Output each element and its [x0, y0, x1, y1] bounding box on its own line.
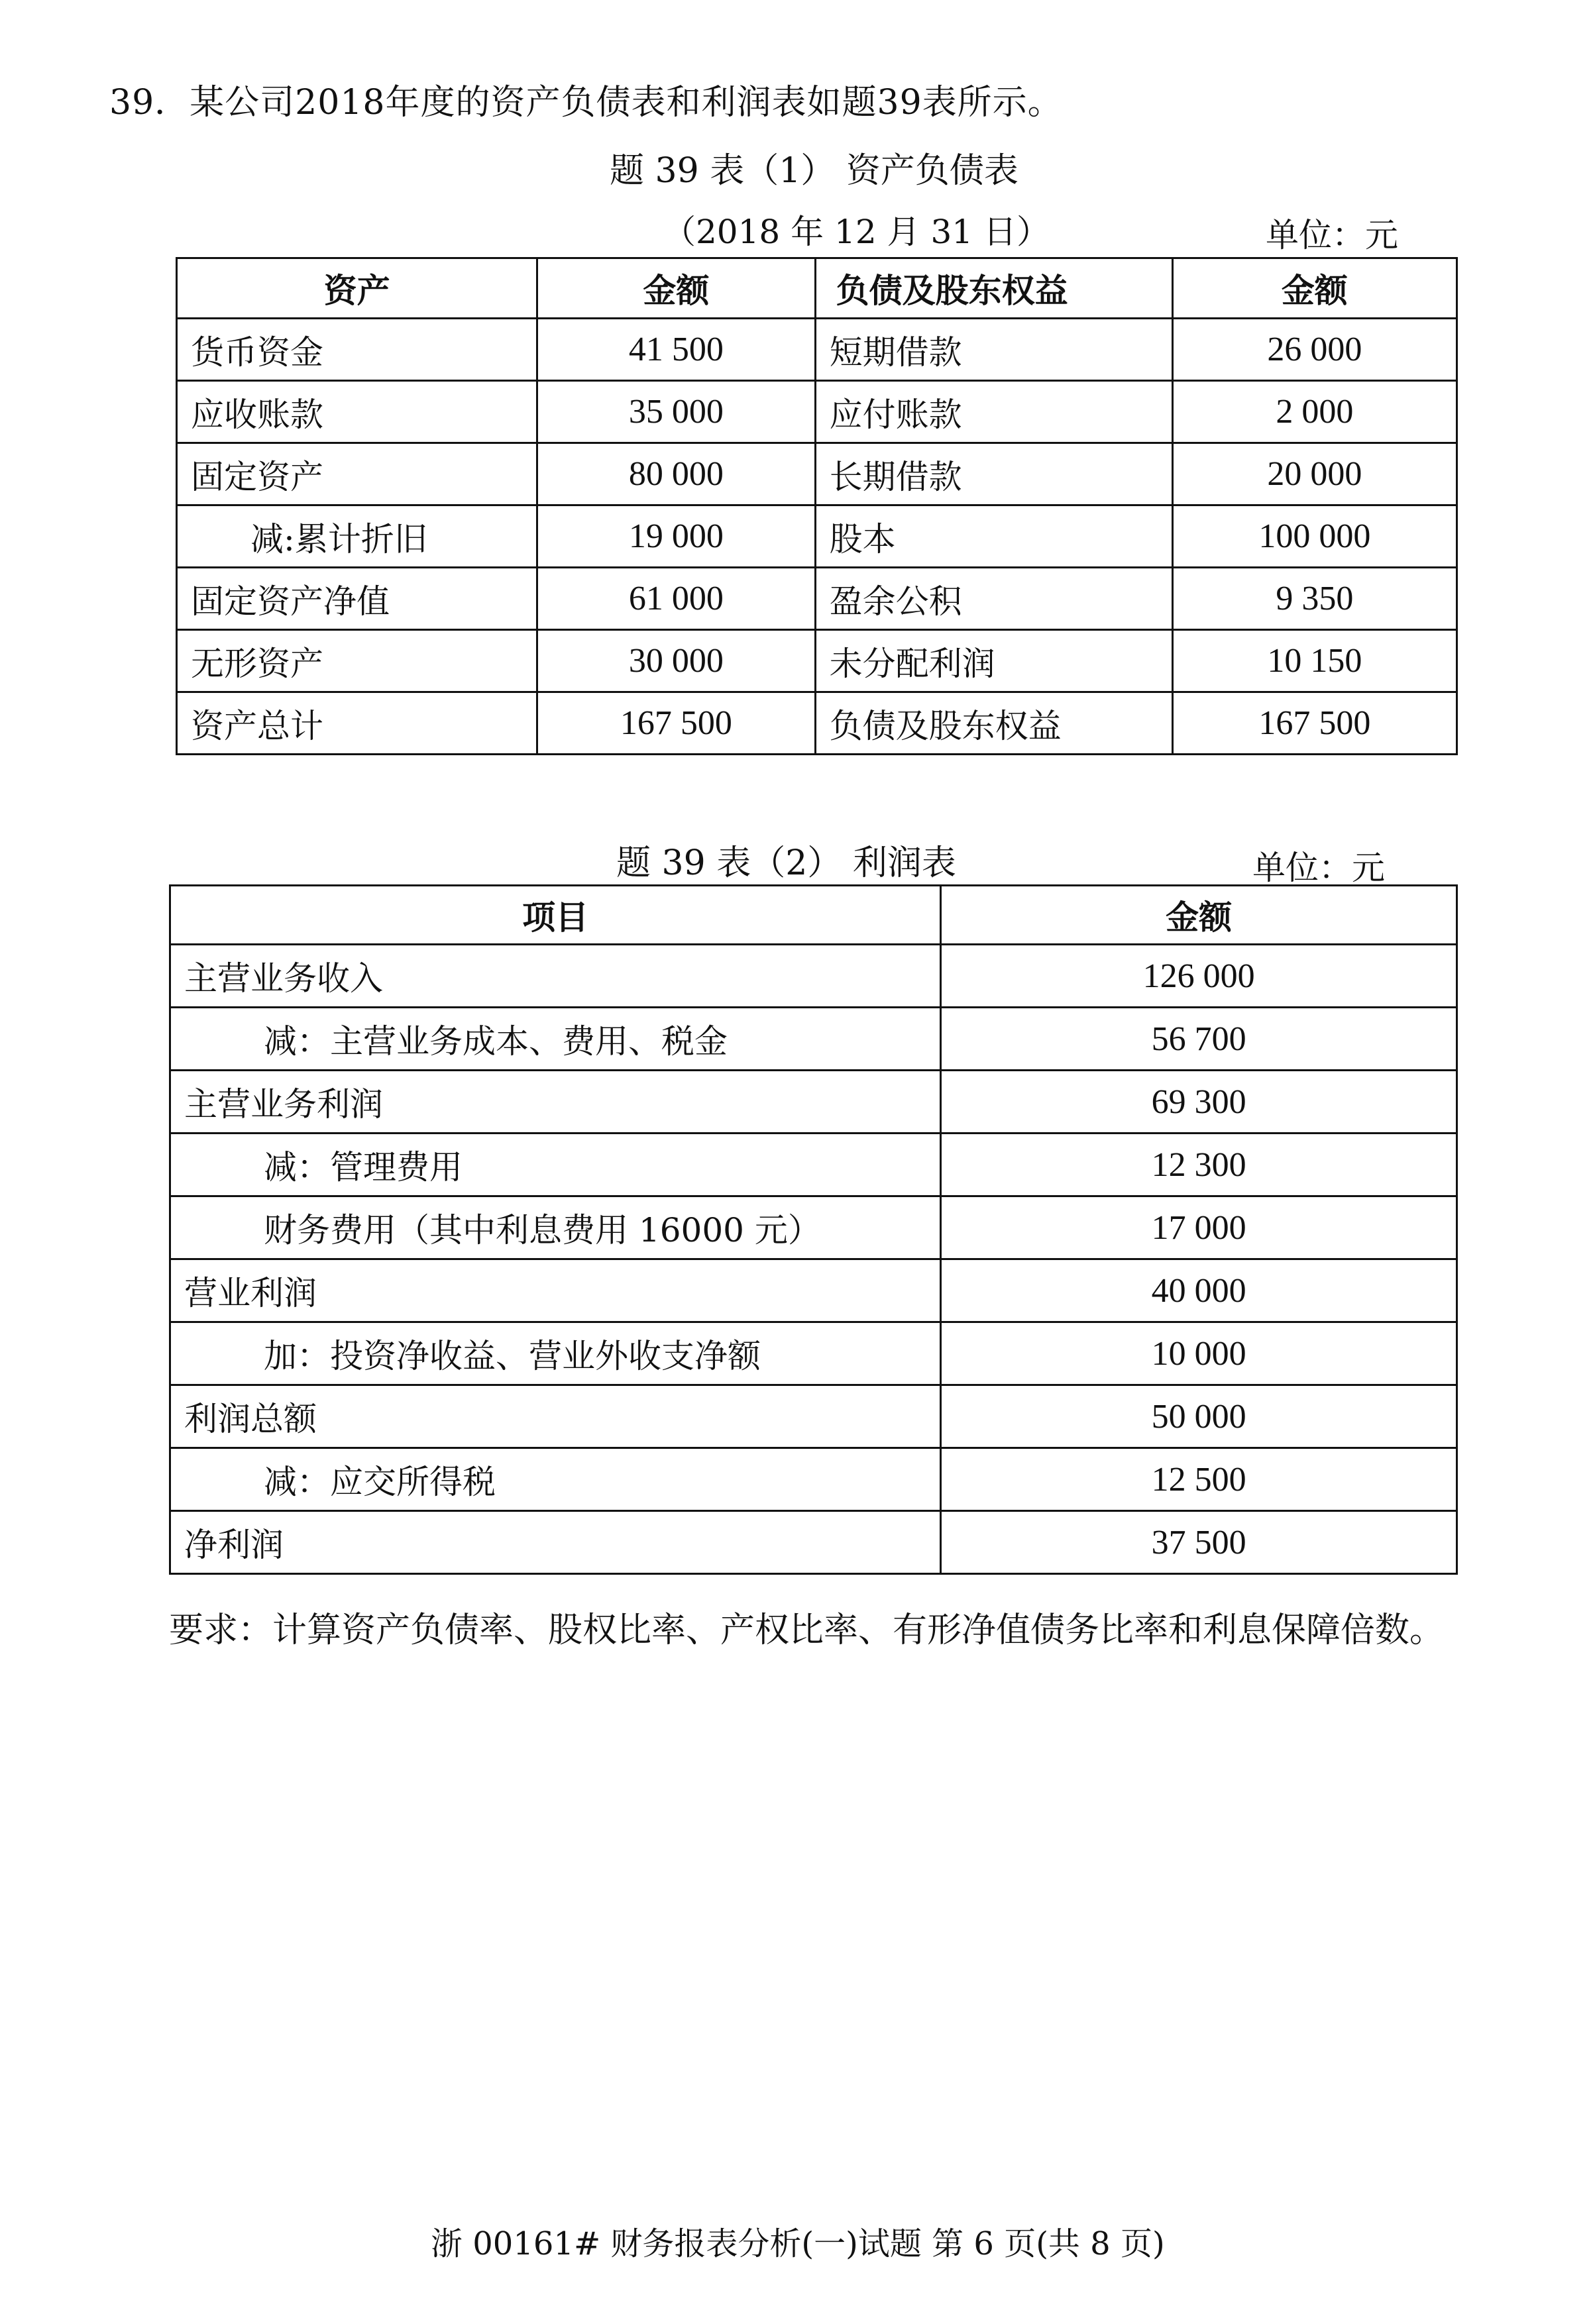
table-row — [177, 319, 1457, 381]
item-label: 财务费用（其中利息费用 16000 元） — [170, 1196, 941, 1259]
liability-amount: 9 350 — [1172, 568, 1457, 630]
header-assets: 资产 — [177, 258, 537, 319]
liability-label: 未分配利润 — [815, 630, 1172, 692]
liability-amount: 10 150 — [1172, 630, 1457, 692]
table-row — [170, 1196, 1457, 1259]
header-amount: 金额 — [1172, 258, 1457, 319]
item-amount: 50 000 — [941, 1385, 1457, 1448]
income-statement-unit: 单位：元 — [1252, 849, 1385, 887]
table-row — [170, 1134, 1457, 1196]
header-amount: 金额 — [941, 886, 1457, 945]
table-row — [170, 1259, 1457, 1322]
item-label: 减：管理费用 — [170, 1134, 941, 1196]
liability-label: 长期借款 — [815, 443, 1172, 505]
asset-amount: 30 000 — [537, 630, 815, 692]
asset-label: 固定资产 — [177, 443, 537, 505]
table-row — [177, 505, 1457, 568]
header-liabilities-equity: 负债及股东权益 — [815, 258, 1172, 319]
liability-label: 应付账款 — [815, 381, 1172, 443]
liability-amount: 100 000 — [1172, 505, 1457, 568]
liability-amount: 26 000 — [1172, 319, 1457, 381]
asset-amount: 35 000 — [537, 381, 815, 443]
asset-label: 货币资金 — [177, 319, 537, 381]
table-row — [170, 1385, 1457, 1448]
table-row — [170, 945, 1457, 1008]
item-amount: 12 300 — [941, 1134, 1457, 1196]
balance-sheet-title: 题 39 表（1） 资产负债表 — [610, 151, 1018, 191]
balance-sheet-date: （2018 年 12 月 31 日） — [663, 213, 1050, 251]
item-amount: 37 500 — [941, 1511, 1457, 1574]
table-row — [170, 1448, 1457, 1511]
item-amount: 10 000 — [941, 1322, 1457, 1385]
requirement-text: 要求：计算资产负债率、股权比率、产权比率、有形净值债务比率和利息保障倍数。 — [169, 1611, 1445, 1650]
item-label: 减：应交所得税 — [170, 1448, 941, 1511]
asset-amount: 80 000 — [537, 443, 815, 505]
table-row — [177, 568, 1457, 630]
item-label: 利润总额 — [170, 1385, 941, 1448]
table-row — [177, 443, 1457, 505]
liability-label: 盈余公积 — [815, 568, 1172, 630]
balance-sheet-table — [176, 257, 1458, 755]
item-amount: 126 000 — [941, 945, 1457, 1008]
table-row — [170, 1322, 1457, 1385]
item-amount: 69 300 — [941, 1071, 1457, 1134]
item-amount: 56 700 — [941, 1008, 1457, 1071]
liability-label: 股本 — [815, 505, 1172, 568]
item-label: 主营业务利润 — [170, 1071, 941, 1134]
income-statement-title: 题 39 表（2） 利润表 — [616, 843, 956, 883]
liability-amount: 20 000 — [1172, 443, 1457, 505]
liability-amount: 167 500 — [1172, 692, 1457, 755]
page-footer: 浙 00161# 财务报表分析(一)试题 第 6 页(共 8 页) — [431, 2225, 1165, 2262]
liability-amount: 2 000 — [1172, 381, 1457, 443]
item-label: 营业利润 — [170, 1259, 941, 1322]
header-amount: 金额 — [537, 258, 815, 319]
header-item: 项目 — [170, 886, 941, 945]
table-row — [177, 630, 1457, 692]
asset-amount: 61 000 — [537, 568, 815, 630]
asset-amount: 41 500 — [537, 319, 815, 381]
table-row — [170, 1071, 1457, 1134]
asset-amount: 167 500 — [537, 692, 815, 755]
question-text: 39．某公司2018年度的资产负债表和利润表如题39表所示。 — [109, 83, 1063, 123]
liability-label: 短期借款 — [815, 319, 1172, 381]
asset-label: 资产总计 — [177, 692, 537, 755]
asset-label: 固定资产净值 — [177, 568, 537, 630]
item-amount: 17 000 — [941, 1196, 1457, 1259]
table-row-total — [177, 692, 1457, 755]
asset-label: 减:累计折旧 — [177, 505, 537, 568]
table-row — [177, 381, 1457, 443]
table-row — [170, 1511, 1457, 1574]
table-header-row — [177, 258, 1457, 319]
asset-label: 应收账款 — [177, 381, 537, 443]
table-header-row — [170, 886, 1457, 945]
item-label: 主营业务收入 — [170, 945, 941, 1008]
item-label: 净利润 — [170, 1511, 941, 1574]
asset-label: 无形资产 — [177, 630, 537, 692]
item-amount: 40 000 — [941, 1259, 1457, 1322]
item-label: 减：主营业务成本、费用、税金 — [170, 1008, 941, 1071]
table-row — [170, 1008, 1457, 1071]
liability-label: 负债及股东权益 — [815, 692, 1172, 755]
item-label: 加：投资净收益、营业外收支净额 — [170, 1322, 941, 1385]
item-amount: 12 500 — [941, 1448, 1457, 1511]
balance-sheet-unit: 单位：元 — [1266, 216, 1398, 254]
income-statement-table — [169, 884, 1458, 1575]
asset-amount: 19 000 — [537, 505, 815, 568]
